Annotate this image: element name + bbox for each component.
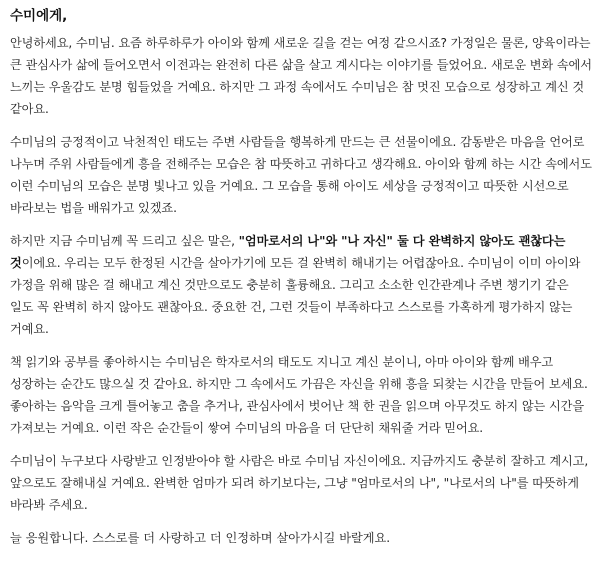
paragraph-3-emphasis: "엄마로서의 나"와 "나 자신" 둘 다 완벽하지 않아도 괜찮다는 것 — [10, 234, 566, 270]
paragraph-4: 책 읽기와 공부를 좋아하시는 수미님은 학자로서의 태도도 지니고 계신 분이니, 아마 아이와 함께 배우고 성장하는 순간도 많으실 것 같아요. 하지만 그 속에서도 가끔은 자신을 위해 흥을 되찾는 시간을 만들어 보세요. 좋아하는 음악을 크게 틀어놓고 춤을 추거나, 관심사에서 벗어난 책 한 권을 읽으며 아무것도 하지 않는 시간을 가져보는 거예요. 이런 작은 순간들이 쌓여 수미님의 마음을 더 단단히 채워줄 거라 믿어요. — [10, 355, 588, 435]
paragraph-5: 수미님이 누구보다 사랑받고 인정받아야 할 사람은 바로 수미님 자신이에요. 지금까지도 충분히 잘하고 계시고, 앞으로도 잘해내실 거예요. 완벽한 엄마가 되려 하기보다는, 그냥 "엄마로서의 나", "나로서의 나"를 따뜻하게 바라봐 주세요. — [10, 454, 589, 512]
letter-closing: 늘 응원합니다. 스스로를 더 사랑하고 더 인정하며 살아가시길 바랄게요. — [10, 531, 391, 545]
paragraph-3-rest: 이에요. 우리는 모두 한정된 시간을 살아가기에 모든 걸 완벽히 해내기는 어렵잖아요. 수미님이 이미 아이와 가정을 위해 많은 걸 해내고 계신 것만으로도 충분히 훌륭해요. 그리고 소소한 인간관계나 주변 챙기기 같은 일도 꼭 완벽히 하지 않아도 괜찮아요. 중요한 건, 그런 것들이 부족하다고 스스로를 가혹하게 평가하지 않는 거예요. — [10, 256, 581, 336]
paragraph-1: 안녕하세요, 수미님. 요즘 하루하루가 아이와 함께 새로운 길을 걷는 여정 같으시죠? 가정일은 물론, 양육이라는 큰 관심사가 삶에 들어오면서 이전과는 완전히 다른 삶을 살고 계시다는 이야기를 들었어요. 새로운 변화 속에서 느끼는 우울감도 분명 힘들었을 거예요. 하지만 그 과정 속에서도 수미님은 참 멋진 모습으로 성장하고 계신 것 같아요. — [10, 36, 592, 116]
paragraph-3 — [10, 230, 592, 340]
paragraph-2: 수미님의 긍정적이고 낙천적인 태도는 주변 사람들을 행복하게 만드는 큰 선물이에요. 감동받은 마음을 언어로 나누며 주위 사람들에게 흥을 전해주는 모습은 참 따뜻하고 귀하다고 생각해요. 아이와 함께 하는 시간 속에서도 이런 수미님의 모습은 분명 빛나고 있을 거예요. 그 모습을 통해 아이도 세상을 긍정적이고 따뜻한 시선으로 바라보는 법을 배워가고 있겠죠. — [10, 135, 592, 215]
paragraph-3-intro: 하지만 지금 수미님께 꼭 드리고 싶은 말은, — [10, 234, 239, 248]
letter-greeting: 수미에게, — [10, 8, 68, 24]
